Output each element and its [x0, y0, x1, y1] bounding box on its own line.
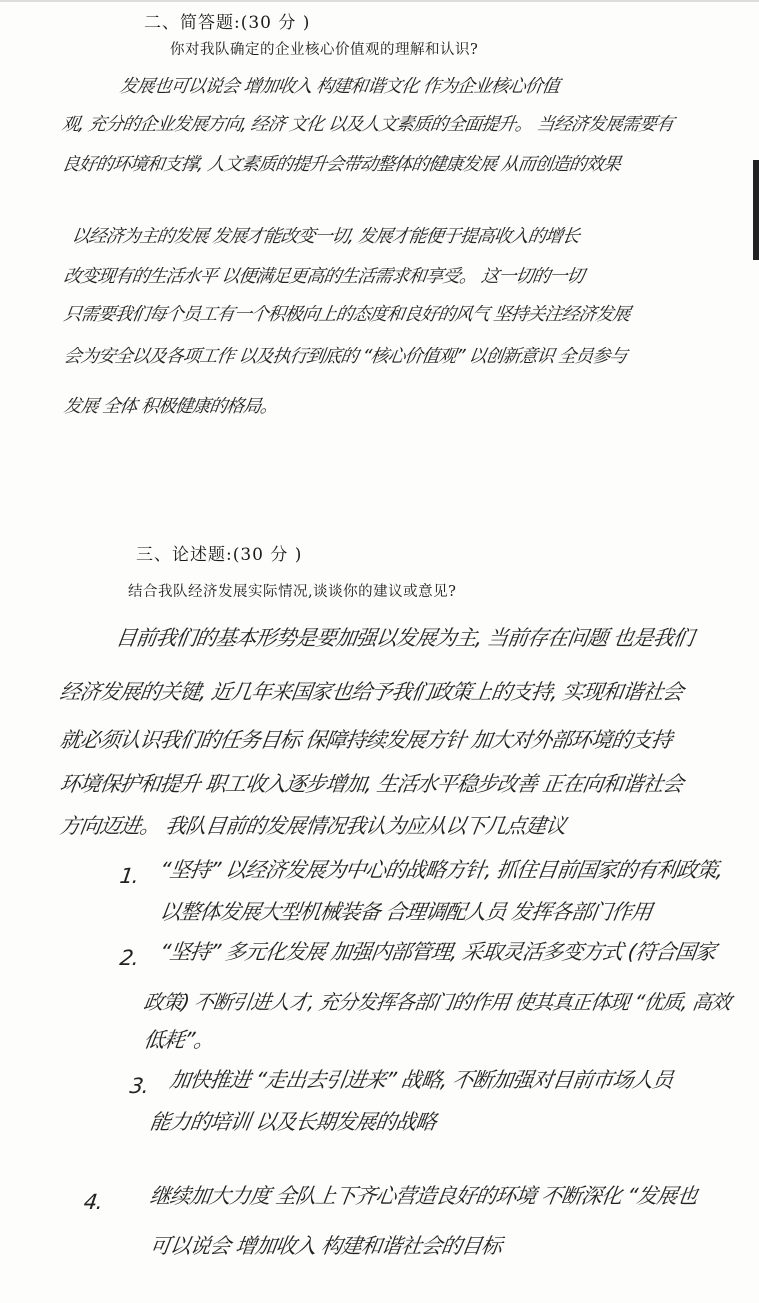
section-2-answer-line: 发展 全体 积极健康的格局。 — [62, 396, 279, 417]
page-top-edge — [0, 0, 759, 2]
section-3-title: 三、论述题:(30 分 ) — [136, 545, 303, 565]
point-number: 4. — [82, 1190, 104, 1214]
section-2-answer-line: 良好的环境和支撑, 人文素质的提升会带动整体的健康发展 从而创造的效果 — [60, 154, 622, 175]
point-line: 能力的培训 以及长期发展的战略 — [148, 1110, 438, 1134]
section-3-question: 结合我队经济发展实际情况,谈谈你的建议或意见? — [128, 584, 457, 600]
section-3-answer-line: 经济发展的关键, 近几年来国家也给予我们政策上的支持, 实现和谐社会 — [58, 680, 685, 704]
section-2-question: 你对我队确定的企业核心价值观的理解和认识? — [170, 42, 479, 58]
point-line: 加快推进 “走出去引进来” 战略, 不断加强对目前市场人员 — [168, 1068, 675, 1092]
point-line: 低耗”。 — [142, 1028, 216, 1052]
section-3-answer-line: 就必须认识我们的任务目标 保障持续发展方针 加大对外部环境的支持 — [58, 728, 673, 752]
section-2-answer-line: 只需要我们每个员工有一个积极向上的态度和良好的风气 坚持关注经济发展 — [62, 304, 631, 325]
point-line: “坚持” 以经济发展为中心的战略方针, 抓住目前国家的有利政策, — [158, 858, 725, 882]
point-number: 3. — [128, 1074, 150, 1098]
scan-edge-mark — [753, 160, 759, 260]
point-line: 政策) 不断引进人才, 充分发挥各部门的作用 使其真正体现 “优质, 高效 — [142, 990, 733, 1014]
section-2-answer-line: 改变现有的生活水平 以便满足更高的生活需求和享受。 这一切的一切 — [62, 266, 585, 287]
section-2-answer-line: 观, 充分的企业发展方向, 经济 文化 以及人文素质的全面提升。 当经济发展需要有 — [60, 114, 675, 135]
section-3-answer-line: 环境保护和提升 职工收入逐步增加, 生活水平稳步改善 正在向和谐社会 — [58, 772, 685, 796]
section-2-title: 二、简答题:(30 分 ) — [144, 13, 311, 33]
point-number: 2. — [118, 946, 140, 970]
point-line: 可以说会 增加收入 构建和谐社会的目标 — [148, 1234, 503, 1258]
section-3-answer-line: 目前我们的基本形势是要加强以发展为主, 当前存在问题 也是我们 — [114, 626, 695, 650]
section-3-answer-line: 方向迈进。 我队目前的发展情况我认为应从以下几点建议 — [58, 814, 568, 838]
section-2-answer-line: 会为安全以及各项工作 以及执行到底的 “核心价值观” 以创新意识 全员参与 — [62, 346, 628, 367]
point-number: 1. — [118, 864, 140, 888]
point-line: 继续加大力度 全队上下齐心营造良好的环境 不断深化 “发展也 — [148, 1184, 699, 1208]
point-line: 以整体发展大型机械装备 合理调配人员 发挥各部门作用 — [158, 900, 653, 924]
point-line: “坚持” 多元化发展 加强内部管理, 采取灵活多变方式 (符合国家 — [158, 940, 717, 964]
section-2-answer-line: 以经济为主的发展 发展才能改变一切, 发展才能便于提高收入的增长 — [70, 226, 581, 247]
section-2-answer-line: 发展也可以说会 增加收入 构建和谐文化 作为企业核心价值 — [118, 76, 561, 97]
